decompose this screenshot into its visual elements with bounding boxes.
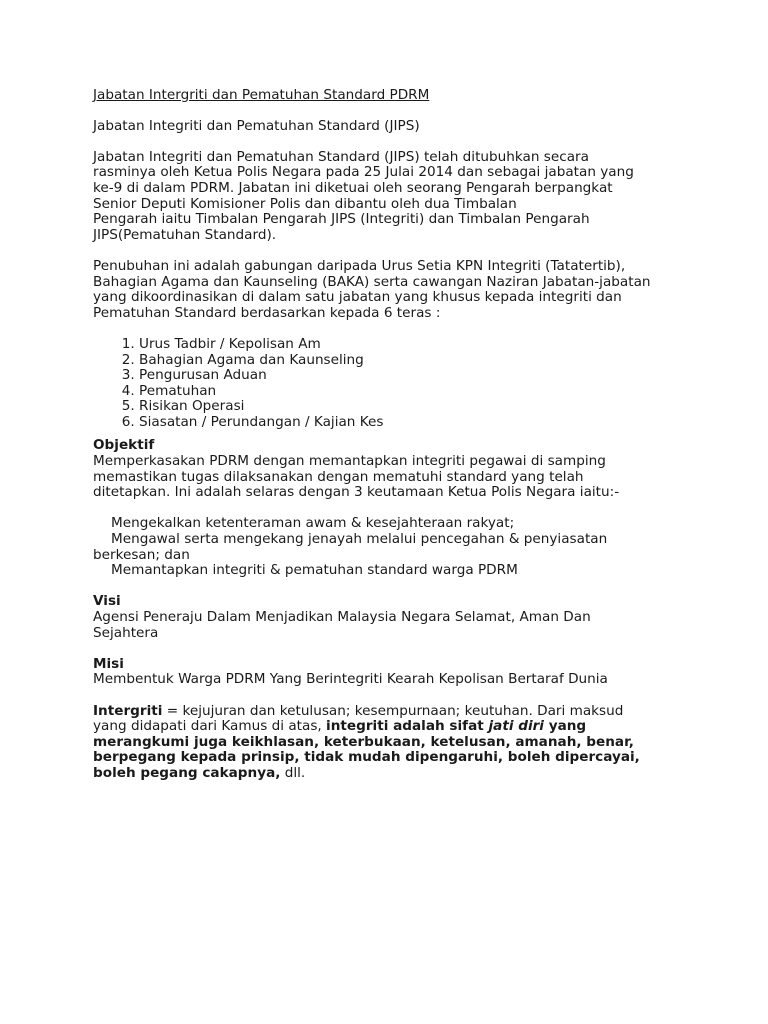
- paragraph-line: Pengarah iaitu Timbalan Pengarah JIPS (Integriti) dan Timbalan Pengarah: [93, 211, 590, 228]
- paragraph-line: Bahagian Agama dan Kaunseling (BAKA) serta cawangan Naziran Jabatan-jabatan: [93, 273, 651, 290]
- section-heading: Visi: [93, 593, 121, 610]
- document-title: Jabatan Intergriti dan Pematuhan Standard PDRM: [93, 87, 430, 103]
- definition-text: yang didapati dari Kamus di atas,: [93, 718, 327, 735]
- paragraph-line: ke-9 di dalam PDRM. Jabatan ini diketuai oleh seorang Pengarah berpangkat: [93, 179, 613, 196]
- paragraph-line: Membentuk Warga PDRM Yang Berintegriti Kearah Kepolisan Bertaraf Dunia: [93, 671, 608, 688]
- emphasis-text: integriti adalah sifat: [326, 718, 489, 735]
- paragraph-line: Agensi Peneraju Dalam Menjadikan Malaysia Negara Selamat, Aman Dan: [93, 609, 591, 625]
- paragraph-line: [93, 719, 693, 735]
- paragraph-line: [93, 704, 693, 720]
- visi-section: [93, 594, 693, 641]
- intro-paragraph: [93, 150, 693, 244]
- emphasis-text: yang: [543, 718, 587, 735]
- objective-point: Memantapkan integriti & pematuhan standard warga PDRM: [111, 562, 518, 579]
- objective-point: Mengekalkan ketenteraman awam & kesejahteraan rakyat;: [111, 515, 515, 532]
- paragraph-line: yang dikoordinasikan di dalam satu jabatan yang khusus kepada integriti dan: [93, 289, 622, 306]
- list-item: 4. Pematuhan: [139, 384, 693, 400]
- paragraph-line: berpegang kepada prinsip, tidak mudah dipengaruhi, boleh dipercayai,: [93, 749, 640, 766]
- teras-list: [93, 337, 693, 431]
- definition-text: = kejujuran dan ketulusan; kesempurnaan; keutuhan. Dari maksud: [162, 702, 624, 719]
- paragraph-line: Penubuhan ini adalah gabungan daripada Urus Setia KPN Integriti (Tatatertib),: [93, 257, 626, 274]
- emphasis-italic-text: jati diri: [488, 718, 544, 735]
- paragraph-line: Sejahtera: [93, 624, 159, 641]
- paragraph-line: memastikan tugas dilaksanakan dengan mematuhi standard yang telah: [93, 468, 584, 485]
- integriti-section: [93, 704, 693, 782]
- paragraph-line: [93, 766, 693, 782]
- document-subtitle: Jabatan Integriti dan Pematuhan Standard (JIPS): [93, 117, 420, 134]
- paragraph-line: Memperkasakan PDRM dengan memantapkan integriti pegawai di samping: [93, 453, 606, 470]
- list-item: 2. Bahagian Agama dan Kaunseling: [139, 353, 693, 369]
- formation-paragraph: [93, 259, 693, 321]
- list-item: 1. Urus Tadbir / Kepolisan Am: [139, 337, 693, 353]
- list-item: 6. Siasatan / Perundangan / Kajian Kes: [139, 415, 693, 431]
- paragraph-line: ditetapkan. Ini adalah selaras dengan 3 keutamaan Ketua Polis Negara iaitu:-: [93, 484, 620, 501]
- list-item: 3. Pengurusan Aduan: [139, 368, 693, 384]
- paragraph-line: JIPS(Pematuhan Standard).: [93, 226, 277, 243]
- objektif-section: [93, 438, 693, 578]
- objective-point: Mengawal serta mengekang jenayah melalui pencegahan & penyiasatan: [111, 531, 608, 548]
- emphasis-text: boleh pegang cakapnya,: [93, 764, 281, 781]
- paragraph-line: Senior Deputi Komisioner Polis dan dibantu oleh dua Timbalan: [93, 195, 517, 212]
- paragraph-line: Pematuhan Standard berdasarkan kepada 6 teras :: [93, 304, 441, 321]
- list-item: 5. Risikan Operasi: [139, 399, 693, 415]
- document-page: [93, 88, 693, 782]
- paragraph-line: Jabatan Integriti dan Pematuhan Standard (JIPS) telah ditubuhkan secara: [93, 148, 589, 165]
- paragraph-line: merangkumi juga keikhlasan, keterbukaan, ketelusan, amanah, benar,: [93, 733, 634, 750]
- misi-section: [93, 657, 693, 688]
- term-integriti: Intergriti: [93, 702, 163, 719]
- objective-point-continuation: berkesan; dan: [93, 546, 190, 563]
- definition-text: dll.: [280, 764, 306, 781]
- section-heading: Objektif: [93, 437, 155, 454]
- section-heading: Misi: [93, 655, 124, 672]
- paragraph-line: rasminya oleh Ketua Polis Negara pada 25 Julai 2014 dan sebagai jabatan yang: [93, 164, 634, 181]
